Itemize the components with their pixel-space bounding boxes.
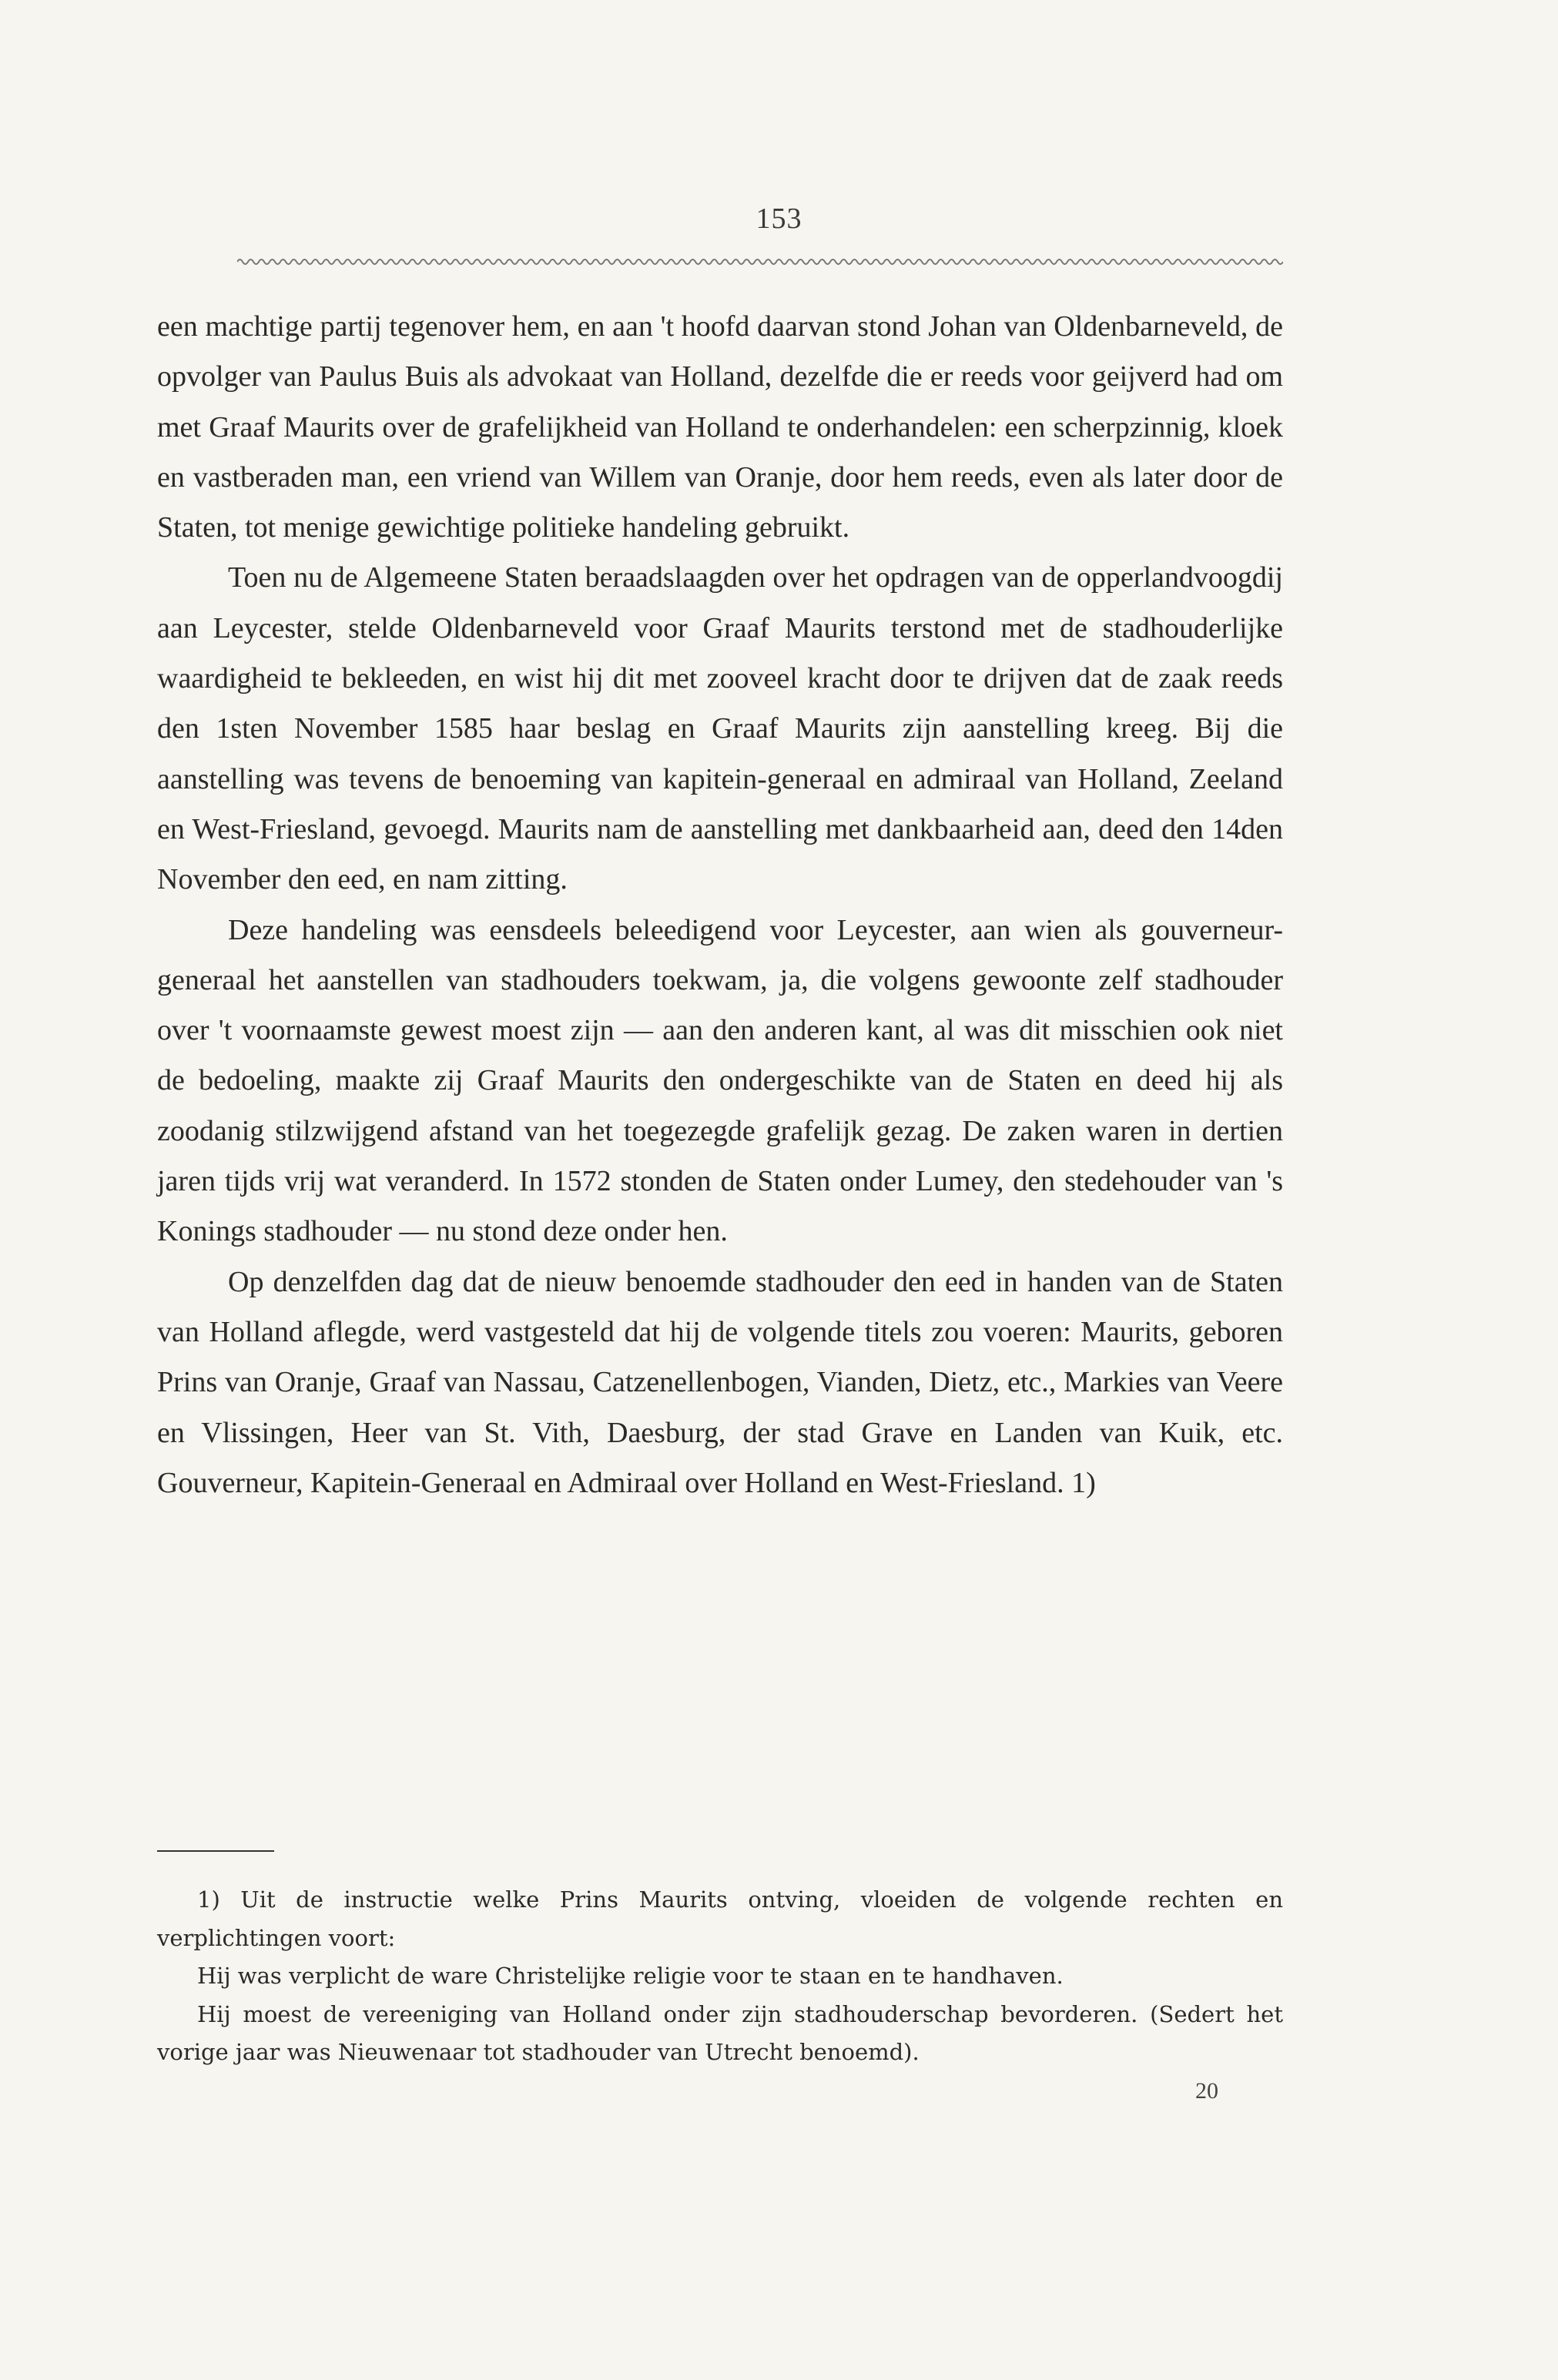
page-number: 153	[756, 203, 802, 235]
paragraph-3: Deze handeling was eensdeels beleedigend voor Leycester, aan wien als gouverneur-generaal het aanstellen van stadhouders toekwam, ja, die volgens gewoonte zelf stadhouder over 't voornaamste gewest moest zijn — aan den anderen kant, al was dit misschien ook niet de bedoeling, maakte zij Graaf Maurits den ondergeschikte van de Staten en deed hij als zoodanig stilzwijgend afstand van het toegezegde grafelijk gezag. De zaken waren in dertien jaren tijds vrij wat veranderd. In 1572 stonden de Staten onder Lumey, den stedehouder van 's Konings stadhouder — nu stond deze onder hen.	[157, 913, 1283, 1248]
paragraph-2: Toen nu de Algemeene Staten beraadslaagden over het opdragen van de opperlandvoogdij aan Leycester, stelde Oldenbarneveld voor Graaf Maurits terstond met de stadhouderlijke waardigheid te bekleeden, en wist hij dit met zooveel kracht door te drijven dat de zaak reeds den 1sten November 1585 haar beslag en Graaf Maurits zijn aanstelling kreeg. Bij die aanstelling was tevens de benoeming van kapitein-generaal en admiraal van Holland, Zeeland en West-Friesland, gevoegd. Maurits nam de aanstelling met dankbaarheid aan, deed den 14den November den eed, en nam zitting.	[157, 561, 1283, 896]
main-text	[157, 302, 1283, 1508]
footnote-3: Hij moest de vereeniging van Holland onder zijn stadhouderschap bevorderen. (Sedert het vorige jaar was Nieuwenaar tot stadhouder van Utrecht benoemd).	[157, 2000, 1283, 2065]
wavy-rule-ornament	[237, 254, 1283, 269]
footnote-separator	[157, 1850, 274, 1852]
footnotes	[157, 1881, 1283, 2110]
signature-mark: 20	[1195, 2077, 1218, 2104]
footnote-1: 1) Uit de instructie welke Prins Maurits ontving, vloeiden de volgende rechten en verplichtingen voort:	[157, 1886, 1283, 1951]
footnote-2: Hij was verplicht de ware Christelijke religie voor te staan en te handhaven.	[197, 1963, 1064, 1989]
paragraph-1: een machtige partij tegenover hem, en aan 't hoofd daarvan stond Johan van Oldenbarneveld, de opvolger van Paulus Buis als advokaat van Holland, dezelfde die er reeds voor geijverd had om met Graaf Maurits over de grafelijkheid van Holland te onderhandelen: een scherpzinnig, kloek en vastberaden man, een vriend van Willem van Oranje, door hem reeds, even als later door de Staten, tot menige gewichtige politieke handeling gebruikt.	[157, 310, 1283, 544]
paragraph-4: Op denzelfden dag dat de nieuw benoemde stadhouder den eed in handen van de Staten van Holland aflegde, werd vastgesteld dat hij de volgende titels zou voeren: Maurits, geboren Prins van Oranje, Graaf van Nassau, Catzenellenbogen, Vianden, Dietz, etc., Markies van Veere en Vlissingen, Heer van St. Vith, Daesburg, der stad Grave en Landen van Kuik, etc. Gouverneur, Kapitein-Generaal en Admiraal over Holland en West-Friesland. 1)	[157, 1265, 1283, 1499]
